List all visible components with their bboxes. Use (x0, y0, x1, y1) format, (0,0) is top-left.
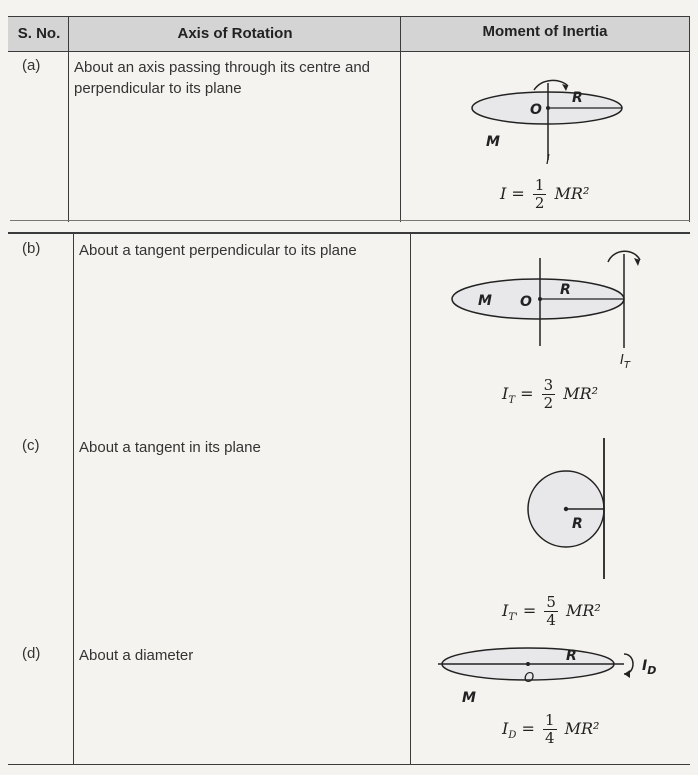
row-d-sno: (d) (22, 645, 41, 662)
label-mass: M (478, 293, 492, 309)
label-center: O (524, 671, 535, 686)
formula-rhs: MR² (564, 719, 600, 738)
header-moi: Moment of Inertia (482, 23, 608, 40)
table-border (8, 764, 690, 765)
table-border (8, 16, 690, 17)
formula-lhs: I (502, 719, 509, 738)
formula-fraction: $\frac{1}{2}$ (534, 176, 545, 212)
column-divider (410, 233, 411, 765)
row-c-diagram (510, 436, 620, 581)
formula-fraction: $\frac{3}{2}$ (543, 376, 554, 412)
row-b-formula: $I_T$ = $\frac{3}{2}$ MR² (502, 376, 599, 412)
header-sno: S. No. (17, 25, 61, 42)
label-center: O (530, 102, 542, 118)
label-axis: I (546, 153, 550, 168)
formula-rhs: MR² (554, 184, 590, 203)
table-border (689, 16, 690, 222)
formula-rhs: MR² (565, 601, 601, 620)
label-mass: M (462, 690, 476, 706)
label-mass: M (486, 134, 500, 150)
row-d-axis: About a diameter (79, 647, 194, 664)
formula-fraction: $\frac{5}{4}$ (546, 593, 556, 629)
formula-rhs: MR² (563, 384, 599, 403)
column-divider (400, 16, 401, 222)
row-d-diagram (438, 640, 668, 710)
center-dot (538, 297, 542, 301)
label-radius: R (572, 90, 583, 106)
row-a-formula (500, 177, 589, 212)
row-a-diagram (462, 78, 642, 178)
label-center: O (520, 294, 532, 310)
column-divider (73, 233, 74, 765)
row-d-formula: $I_D$ = $\frac{1}{4}$ MR² (502, 711, 600, 747)
table-border (8, 232, 690, 234)
row-b-diagram (448, 244, 648, 374)
row-c-axis: About a tangent in its plane (79, 439, 261, 456)
formula-lhs: I = (500, 184, 525, 203)
row-b-sno: (b) (22, 240, 41, 257)
table-border (8, 51, 690, 52)
table-border (10, 220, 690, 221)
label-radius: R (566, 648, 577, 664)
header-axis: Axis of Rotation (177, 25, 293, 42)
arrowhead-icon (624, 670, 630, 678)
center-dot (526, 662, 530, 666)
label-axis: $I_D$ (642, 658, 657, 677)
label-axis: $I_T$ (620, 353, 630, 371)
center-dot (546, 106, 550, 110)
formula-lhs: I (502, 384, 509, 403)
label-radius: R (572, 516, 583, 532)
formula-fraction: $\frac{1}{4}$ (544, 711, 555, 747)
center-dot (564, 507, 568, 511)
row-c-sno: (c) (22, 437, 40, 454)
column-divider (68, 16, 69, 222)
row-a-axis: About an axis passing through its centre and perpendicular to its plane (74, 59, 371, 97)
formula-lhs: I (502, 601, 509, 620)
row-a-sno: (a) (22, 57, 41, 74)
label-radius: R (560, 282, 571, 298)
row-b-axis: About a tangent perpendicular to its plane (79, 242, 357, 259)
row-c-formula: $I_{T'}$ = $\frac{5}{4}$ MR² (502, 593, 601, 629)
